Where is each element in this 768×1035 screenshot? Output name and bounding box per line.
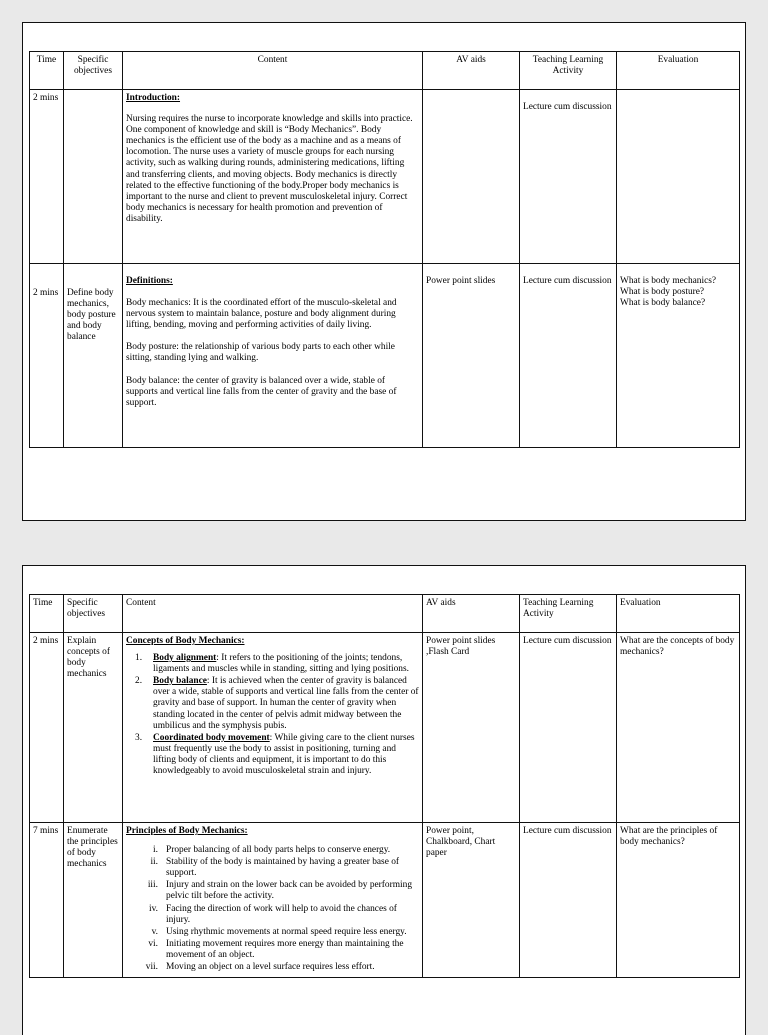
cell-evaluation (617, 264, 740, 448)
cell-teaching-activity: Lecture cum discussion (520, 823, 617, 978)
header-content: Content (123, 595, 423, 633)
header-time: Time (30, 52, 64, 90)
list-item: vi. Initiating movement requires more energy than maintaining the movement of an object. (148, 938, 404, 960)
cell-av-aids: Power point, Chalkboard, Chart paper (423, 823, 520, 978)
header-objectives: Specific objectives (64, 595, 123, 633)
table-header-row (30, 52, 740, 90)
list-item: vii. Moving an object on a level surface requires less effort. (145, 962, 375, 973)
cell-objectives: Enumerate the principles of body mechanics (64, 823, 123, 978)
term: Body alignment (153, 653, 217, 664)
header-content: Content (123, 52, 423, 90)
table-row (30, 823, 740, 978)
cell-teaching-activity: Lecture cum discussion (520, 633, 617, 823)
paragraph: Body balance: the center of gravity is balanced over a wide, stable of supports and vertical line falls from the center of gravity and the base of support. (126, 375, 397, 408)
list-item: i. Proper balancing of all body parts helps to conserve energy. (153, 845, 391, 856)
header-av-aids: AV aids (423, 52, 520, 90)
section-heading: Concepts of Body Mechanics: (126, 636, 245, 646)
cell-content (123, 823, 423, 978)
principles-list (126, 845, 419, 973)
evaluation-question: What is body balance? (620, 298, 706, 309)
table-row (30, 264, 740, 448)
list-item: v. Using rhythmic movements at normal speed require less energy. (151, 926, 407, 937)
paragraph: Body mechanics: It is the coordinated effort of the musculo-skeletal and nervous system to maintain balance, posture and body alignment during lifting, bending, moving and performing activities of daily living. (126, 298, 397, 331)
cell-evaluation: What are the principles of body mechanics? (617, 823, 740, 978)
evaluation-question: What is body posture? (620, 287, 705, 298)
document-page-2 (22, 565, 746, 1035)
table-row (30, 633, 740, 823)
cell-objectives: Define body mechanics, body posture and body balance (64, 264, 123, 448)
cell-evaluation (617, 90, 740, 264)
lesson-plan-table-2 (29, 594, 740, 978)
cell-time: 2 mins (30, 633, 64, 823)
paragraph: Nursing requires the nurse to incorporate knowledge and skills into practice. One component of knowledge and skill is “Body Mechanics”. Body mechanics is the efficient use of the body as a machine and as a means of locomotion. The nurse uses a variety of muscle groups for each nursing activity, such as walking during rounds, administering medications, lifting and transferring clients, and moving objects. Body mechanics is directly related to the effective functioning of the body.Proper body mechanics is important to the nurse and client to prevent musculoskeletal injury. Correct body mechanics is necessary for health promotion and prevention of disability. (126, 114, 413, 224)
list-item: ii. Stability of the body is maintained by having a greater base of support. (150, 857, 400, 879)
cell-teaching-activity: Lecture cum discussion (520, 90, 617, 264)
cell-objectives: Explain concepts of body mechanics (64, 633, 123, 823)
table-header-row (30, 595, 740, 633)
section-heading: Introduction: (126, 93, 181, 103)
cell-content (123, 90, 423, 264)
list-item: 3. Coordinated body movement: While giving care to the client nurses must frequently use the body to assist in positioning, turning and lifting body of clients and equipment, it is important to do this knowledgeably to avoid musculoskeletal strain and injury. (135, 732, 415, 777)
list-item: iv. Facing the direction of work will help to avoid the chances of injury. (148, 903, 397, 925)
cell-time: 2 mins (30, 90, 64, 264)
header-time: Time (30, 595, 64, 633)
header-evaluation: Evaluation (617, 595, 740, 633)
cell-time: 7 mins (30, 823, 64, 978)
header-evaluation: Evaluation (617, 52, 740, 90)
cell-objectives (64, 90, 123, 264)
lesson-plan-table-1 (29, 51, 740, 448)
cell-av-aids: Power point slides ,Flash Card (423, 633, 520, 823)
cell-av-aids (423, 90, 520, 264)
section-heading: Definitions: (126, 276, 173, 286)
cell-teaching-activity: Lecture cum discussion (520, 264, 617, 448)
term: Body balance (153, 676, 207, 687)
table-row (30, 90, 740, 264)
cell-time: 2 mins (30, 264, 64, 448)
term: Coordinated body movement (153, 732, 270, 743)
header-teaching-activity: Teaching Learning Activity (520, 52, 617, 90)
paragraph: Body posture: the relationship of various body parts to each other while sitting, standing lying and walking. (126, 342, 395, 364)
evaluation-question: What is body mechanics? (620, 276, 717, 286)
header-av-aids: AV aids (423, 595, 520, 633)
list-item: 2. Body balance: It is achieved when the center of gravity is balanced over a wide, stable of supports and vertical line falls from the center of gravity and base of support. In human the center of gravity when standing located in the center of pelvis admit midway between the umbilicus and the symphysis pubis. (135, 676, 419, 731)
cell-content (123, 633, 423, 823)
concepts-list (126, 653, 419, 777)
cell-av-aids: Power point slides (423, 264, 520, 448)
cell-content (123, 264, 423, 448)
list-item: iii. Injury and strain on the lower back can be avoided by performing pelvic tilt before the activity. (147, 880, 413, 902)
document-page-1 (22, 22, 746, 521)
cell-evaluation: What are the concepts of body mechanics? (617, 633, 740, 823)
header-objectives: Specific objectives (64, 52, 123, 90)
list-item: 1. Body alignment: It refers to the positioning of the joints; tendons, ligaments and muscles while in standing, sitting and lying positions. (135, 653, 409, 675)
section-heading: Principles of Body Mechanics: (126, 826, 248, 836)
header-teaching-activity: Teaching Learning Activity (520, 595, 617, 633)
